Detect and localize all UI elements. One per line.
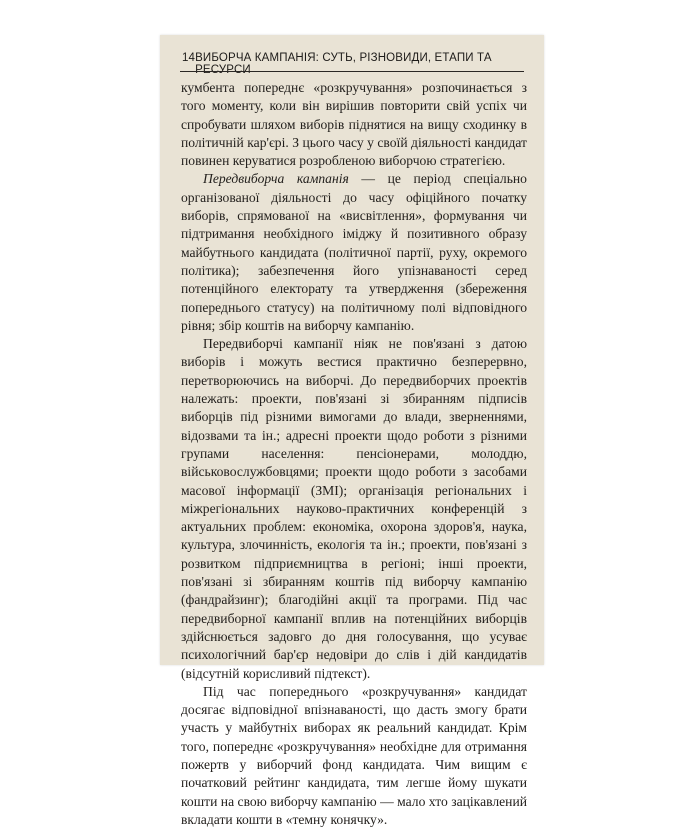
paragraph-text: Передвиборчі кампанії ніяк не пов'язані з датою виборів і можуть вестися практично безперервно, перетворюючись на виборчі. До передвиборчих проектів належать: проекти, пов'язані зі збиранням підписів виборців під різними вимогами до влади, зверненнями, відозвами та ін.; адресні проекти щодо роботи з різними групами населення: пенсіонерами, молоддю, військовослужбовцями; проекти щодо роботи з засобами масової інформації (ЗМІ); організація регіональних і міжрегіональних науково-практичних конференцій з актуальних проблем: економіка, охорона здоров'я, наука, культура, злочинність, екологія та ін.; проекти, пов'язані з розвитком підприємництва в регіоні; інші проекти, пов'язані зі збиранням коштів під виборчу кампанію (фандрайзинг); благодійні акції та програми. Під час передвиборної кампанії вплив на потенційних виборців здійснюється задовго до дня голосування, що усуває психологічний бар'єр недовіри до слів і дій кандидатів (відсутній корисливий підтекст).	[181, 336, 527, 681]
paragraph-continuation	[181, 79, 527, 170]
body-text	[181, 79, 527, 829]
paragraph-text: — це період спеціально організованої діяльності до часу офіційного початку виборів, спрямованої на «висвітлення», формування чи підтримання необхідного іміджу й позитивного образу майбутнього кандидата (політичної партії, руху, окремого політика); забезпечення його упізнаваності серед потенційного електорату та утвердження (збереження попереднього статусу) на політичному полі відповідного рівня; збір коштів на виборчу кампанію.	[181, 171, 527, 333]
page-number: 14	[182, 52, 196, 64]
paragraph-preelection-projects	[181, 335, 527, 683]
defined-term: Передвиборча кампанія	[203, 171, 349, 187]
paragraph-promotion	[181, 683, 527, 829]
header-rule	[180, 71, 524, 72]
paragraph-text: кумбента попереднє «розкручування» розпочинається з того моменту, коли він вирішив повторити свій успіх чи спробувати шляхом виборів піднятися на вищу сходинку в політичній кар'єрі. З цього часу у своїй діяльності кандидат повинен керуватися розробленою виборчою стратегією.	[181, 80, 527, 169]
paragraph-definition	[181, 170, 527, 335]
paragraph-text: Під час попереднього «розкручування» кандидат досягає відповідної впізнаваності, що дасть змогу брати участь у майбутніх виборах як реальний кандидат. Крім того, попереднє «розкручування» необхідне для отримання пожертв у виборчий фонд кандидата. Чим вищим є початковий рейтинг кандидата, тим легше йому шукати кошти на свою виборчу кампанію — мало хто зацікавлений вкладати кошти в «темну конячку».	[181, 683, 527, 827]
running-title: ВИБОРЧА КАМПАНІЯ: СУТЬ, РІЗНОВИДИ, ЕТАПИ ТА РЕСУРСИ	[195, 52, 492, 76]
running-header	[182, 52, 524, 76]
